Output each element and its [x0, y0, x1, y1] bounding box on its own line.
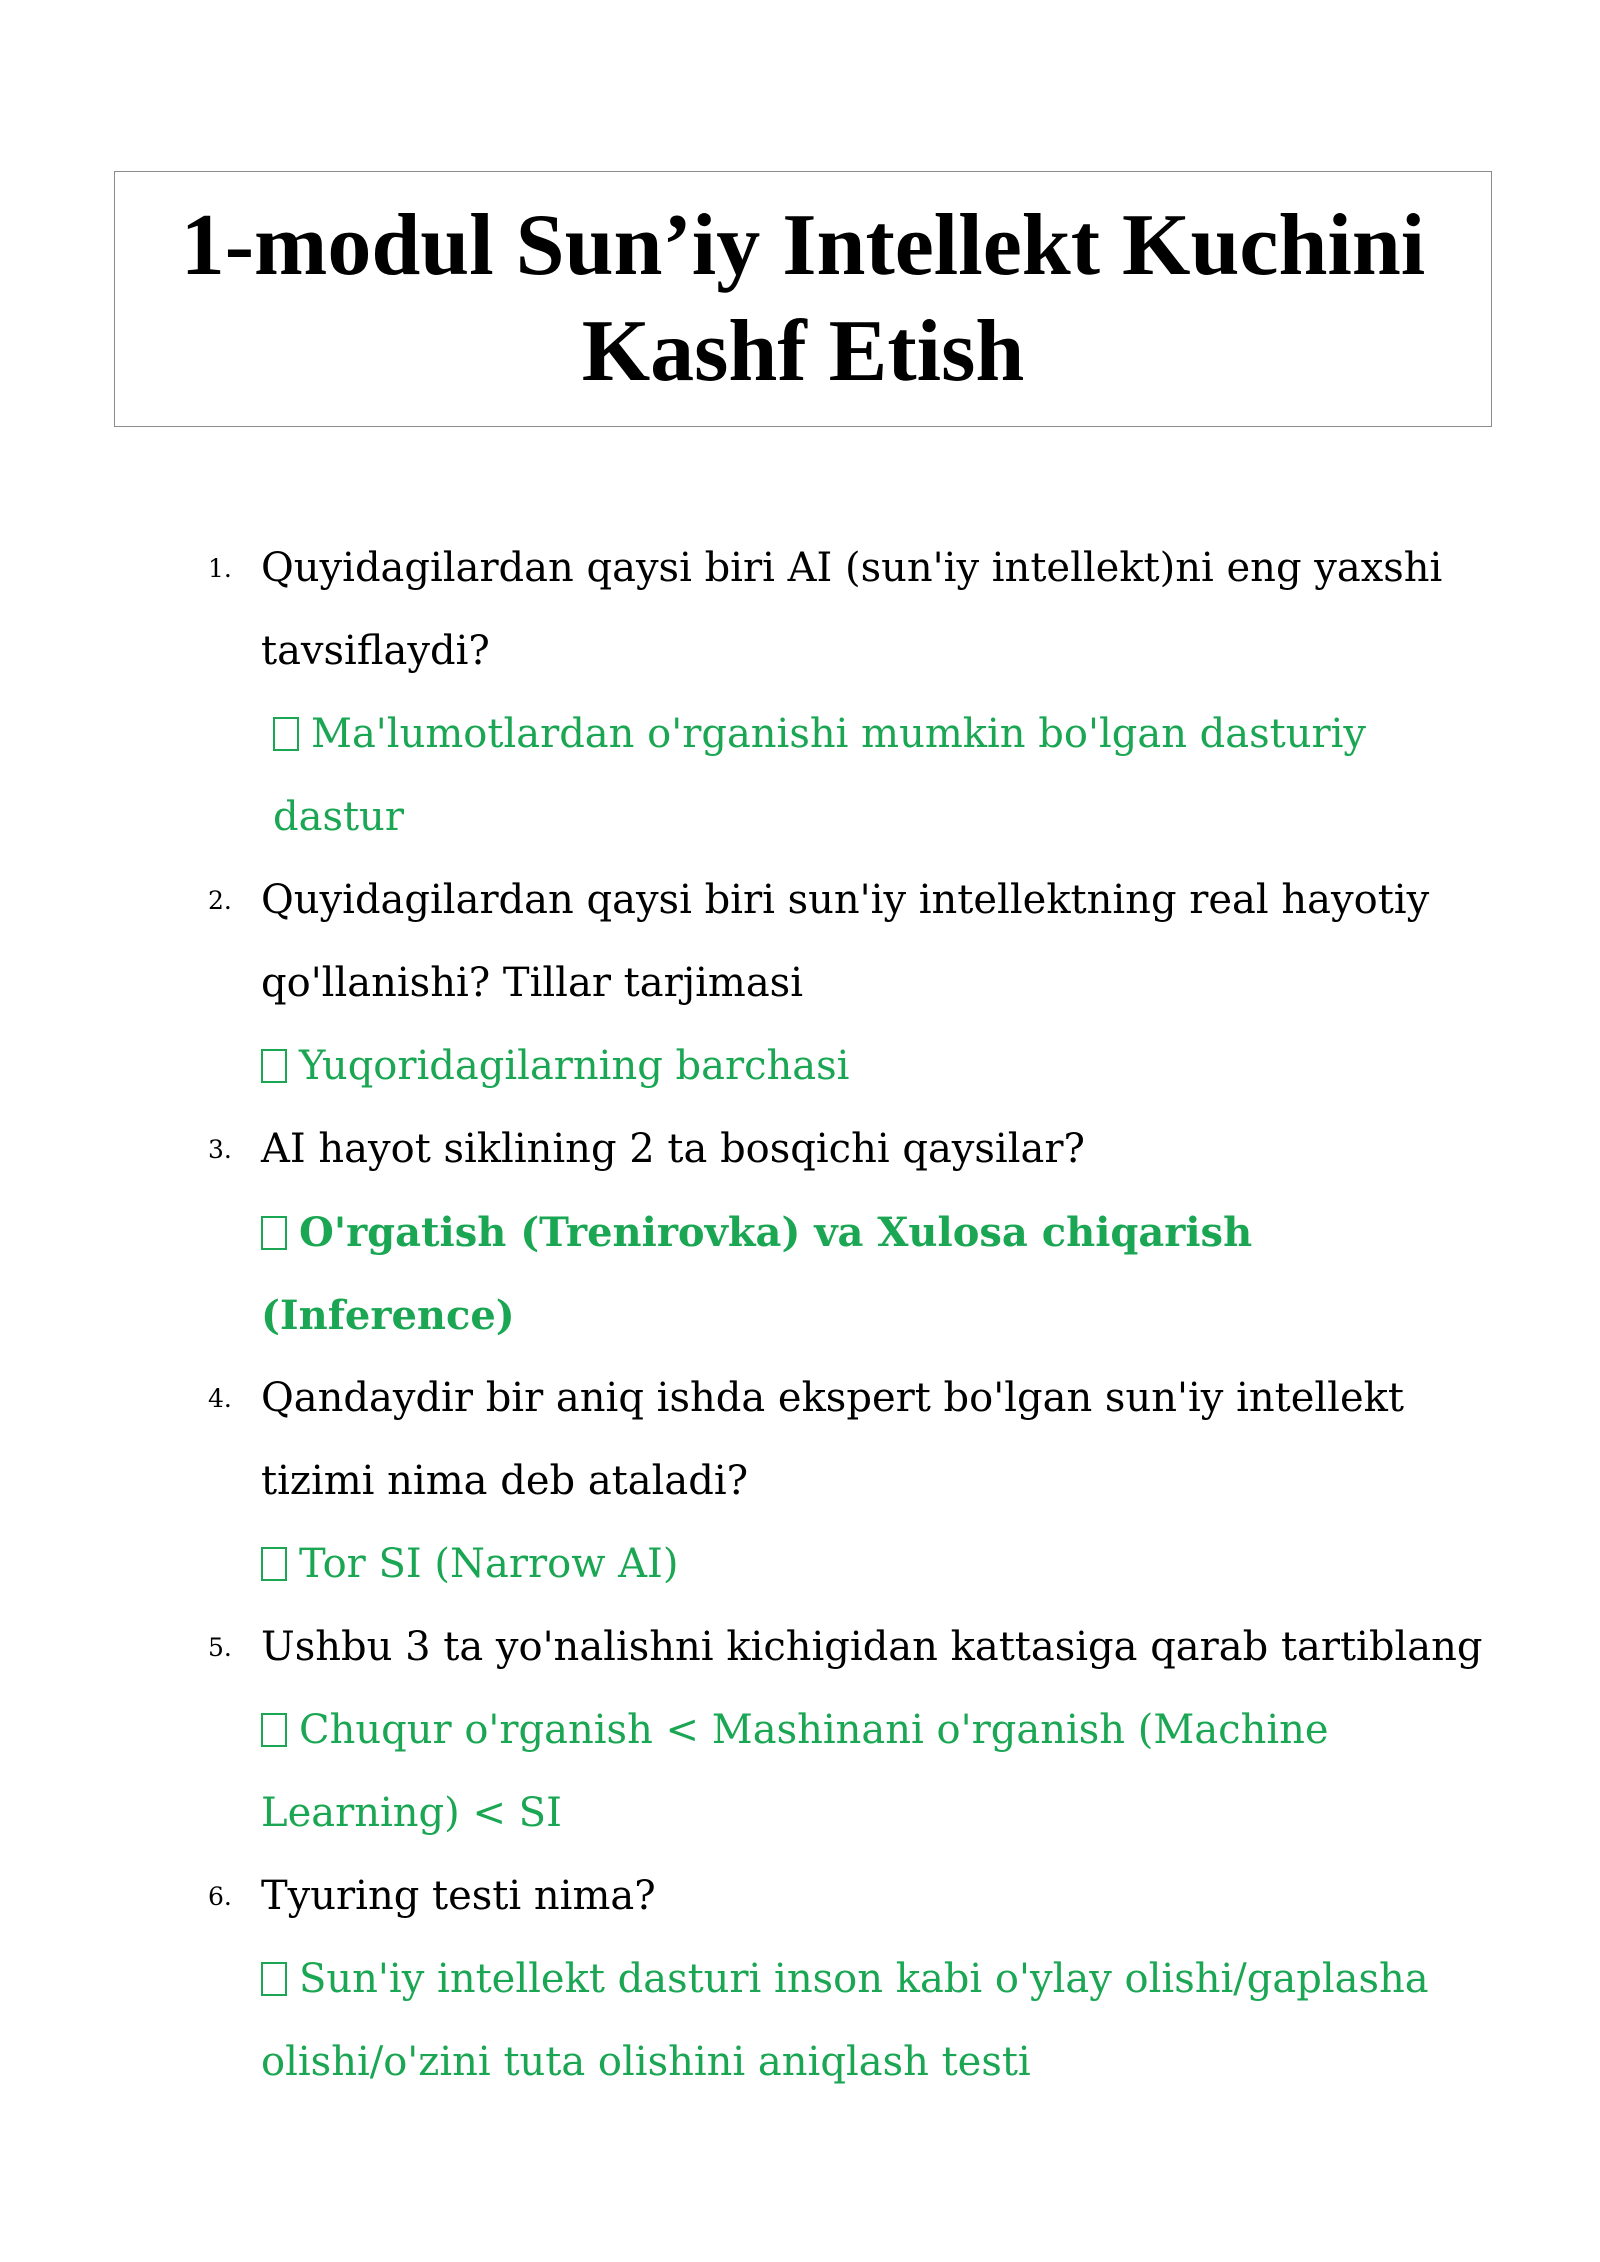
missing-glyph-box-icon	[273, 717, 299, 751]
question-text: Ushbu 3 ta yo'nalishni kichigidan kattasiga qarab tartiblang	[261, 1624, 1483, 1670]
question-text: Tyuring testi nima?	[261, 1873, 656, 1919]
missing-glyph-box-icon	[261, 1049, 287, 1083]
question-number: 3.	[208, 1135, 232, 1164]
document-title-line-2: Kashf Etish	[581, 303, 1025, 400]
question-item-6	[0, 1855, 1600, 2104]
answer-text: Yuqoridagilarning barchasi	[299, 1043, 850, 1089]
question-item-5	[0, 1606, 1600, 1855]
missing-glyph-box-icon	[261, 1962, 287, 1996]
question-number: 1.	[208, 554, 232, 583]
question-text: Quyidagilardan qaysi biri sun'iy intellektning real hayotiy qo'llanishi? Tillar tarjimasi	[261, 877, 1430, 1006]
question-item-2	[0, 859, 1600, 1108]
document-title-line-1: 1-modul Sun’iy Intellekt Kuchini	[180, 197, 1426, 294]
question-item-3	[0, 1108, 1600, 1357]
answer-text: Sun'iy intellekt dasturi inson kabi o'ylay olishi/gaplasha olishi/o'zini tuta olishini aniqlash testi	[261, 1956, 1429, 2085]
question-item-4	[0, 1357, 1600, 1606]
question-text: Qandaydir bir aniq ishda ekspert bo'lgan sun'iy intellekt tizimi nima deb ataladi?	[261, 1375, 1404, 1504]
answer-row	[261, 693, 1491, 859]
missing-glyph-box-icon	[261, 1713, 287, 1747]
question-text: Quyidagilardan qaysi biri AI (sun'iy intellekt)ni eng yaxshi tavsiflaydi?	[261, 545, 1443, 674]
missing-glyph-box-icon	[261, 1216, 287, 1250]
answer-text: O'rgatish (Trenirovka) va Xulosa chiqarish (Inference)	[261, 1209, 1253, 1339]
answer-row	[261, 1938, 1491, 2104]
question-list	[0, 527, 1600, 2104]
answer-text: Tor SI (Narrow AI)	[299, 1541, 679, 1587]
question-number: 5.	[208, 1633, 232, 1662]
answer-row	[261, 1191, 1491, 1357]
answer-row	[261, 1025, 1491, 1108]
answer-row	[261, 1523, 1491, 1606]
missing-glyph-box-icon	[261, 1547, 287, 1581]
title-box	[114, 171, 1492, 427]
answer-row	[261, 1689, 1491, 1855]
question-number: 4.	[208, 1384, 232, 1413]
question-number: 2.	[208, 886, 232, 915]
question-item-1	[0, 527, 1600, 859]
answer-text: Ma'lumotlardan o'rganishi mumkin bo'lgan dasturiy dastur	[273, 711, 1366, 840]
answer-text: Chuqur o'rganish < Mashinani o'rganish (Machine Learning) < SI	[261, 1707, 1329, 1836]
question-number: 6.	[208, 1882, 232, 1911]
question-text: AI hayot siklining 2 ta bosqichi qaysilar?	[261, 1126, 1085, 1172]
